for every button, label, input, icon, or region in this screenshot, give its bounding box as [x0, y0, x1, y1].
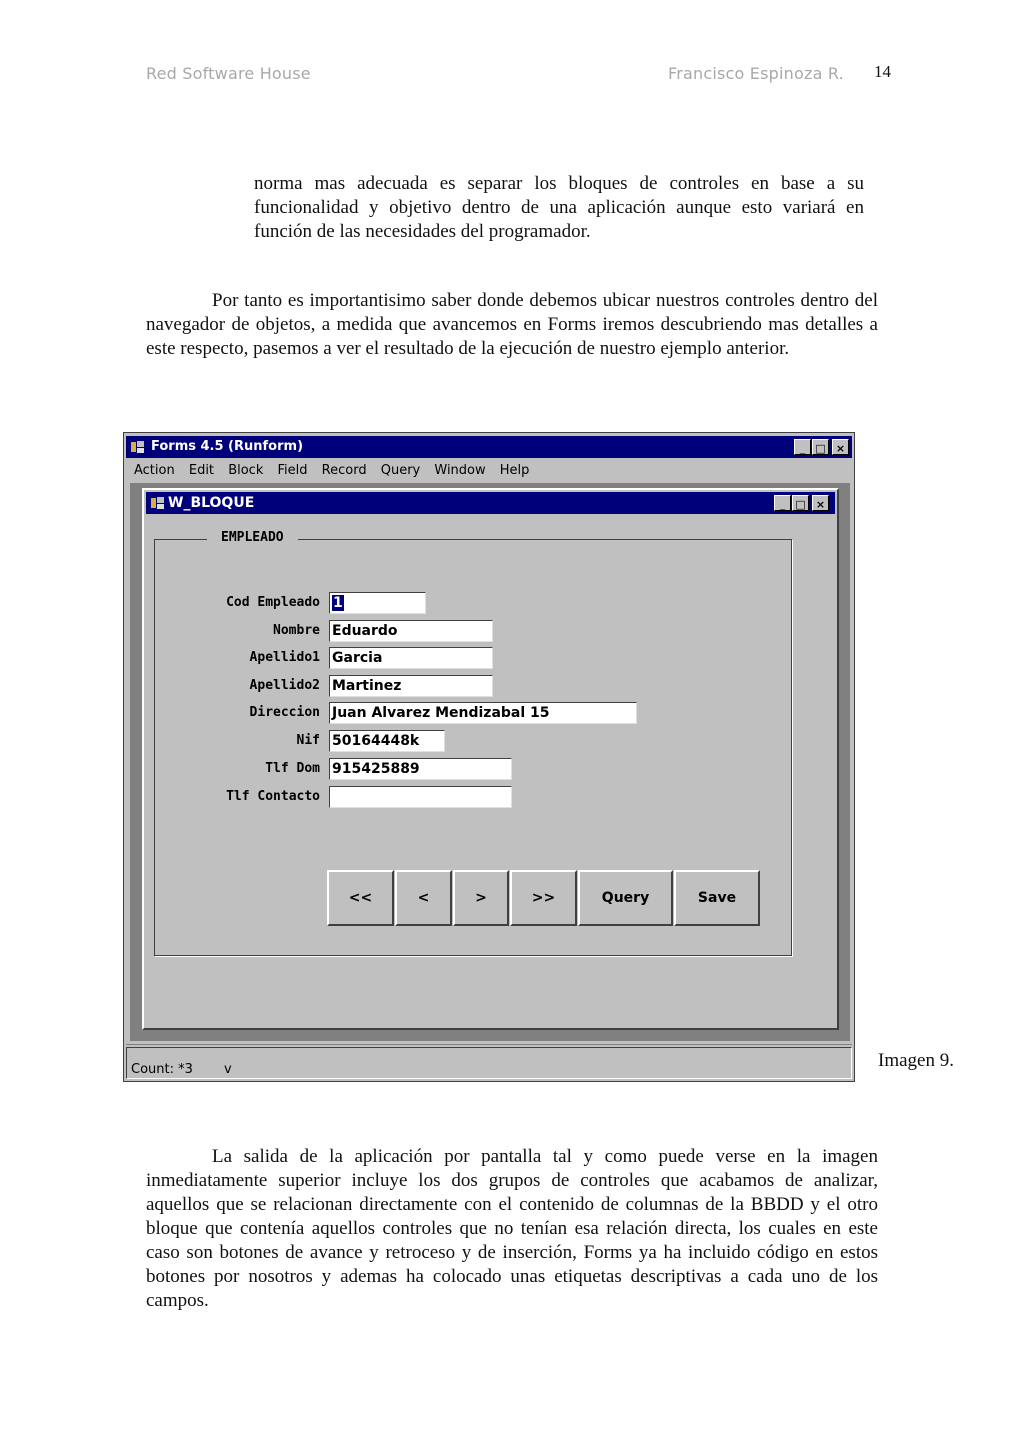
minimize-icon: _	[779, 498, 786, 511]
nombre-input[interactable]: Eduardo	[329, 620, 493, 642]
window-title: W_BLOQUE	[168, 495, 255, 511]
w-bloque-window	[142, 488, 839, 1030]
status-mode: v	[224, 1062, 232, 1077]
close-button[interactable]	[832, 439, 849, 455]
label-apellido2: Apellido2	[249, 678, 320, 693]
label-tlf-contacto: Tlf Contacto	[226, 789, 320, 804]
apellido2-input[interactable]: Martinez	[329, 675, 493, 697]
child-close-button[interactable]	[812, 495, 829, 511]
maximize-icon: □	[815, 442, 826, 455]
status-panel	[126, 1047, 852, 1079]
mdi-workspace	[130, 483, 850, 1041]
forms-window-icon	[150, 496, 165, 510]
cod-empleado-value: 1	[333, 595, 343, 611]
menu-record[interactable]: Record	[321, 463, 367, 478]
header-author: Francisco Espinoza R.	[668, 64, 844, 83]
child-minimize-button[interactable]	[774, 495, 791, 511]
figure-caption: Imagen 9.	[878, 1050, 954, 1071]
menu-field[interactable]: Field	[277, 463, 308, 478]
child-window-controls	[773, 495, 829, 511]
child-maximize-button[interactable]	[792, 495, 809, 511]
navigation-buttons	[327, 870, 761, 926]
record-count: Count: *3	[131, 1062, 193, 1077]
close-icon: ×	[815, 498, 826, 511]
empleado-group	[154, 530, 792, 956]
apellido1-input[interactable]: Garcia	[329, 647, 493, 669]
next-record-button[interactable]: >	[453, 870, 509, 926]
direccion-input[interactable]: Juan Alvarez Mendizabal 15	[329, 702, 637, 724]
last-record-button[interactable]: >>	[510, 870, 577, 926]
forms-screenshot	[123, 432, 855, 1082]
label-nombre: Nombre	[273, 623, 320, 638]
tlf-dom-input[interactable]: 915425889	[329, 758, 512, 780]
menu-help[interactable]: Help	[499, 463, 530, 478]
minimize-button[interactable]	[794, 439, 811, 455]
menu-action[interactable]: Action	[134, 463, 175, 478]
maximize-button[interactable]	[812, 439, 829, 455]
header-left: Red Software House	[146, 64, 311, 83]
previous-record-button[interactable]: <	[395, 870, 452, 926]
app-title: Forms 4.5 (Runform)	[151, 439, 304, 454]
label-nif: Nif	[296, 733, 320, 748]
menu-block[interactable]: Block	[228, 463, 264, 478]
group-title: EMPLEADO	[207, 530, 298, 545]
paragraph-2: Por tanto es importantisimo saber donde debemos ubicar nuestros controles dentro del navegador de objetos, a medida que avancemos en Forms iremos descubriendo mas detalles a este respecto, pasemos a ver el resultado de la ejecución de nuestro ejemplo anterior.	[146, 290, 878, 359]
nif-input[interactable]: 50164448k	[329, 730, 445, 752]
first-record-button[interactable]: <<	[327, 870, 394, 926]
maximize-icon: □	[795, 498, 806, 511]
forms-app-icon	[130, 440, 145, 454]
cod-empleado-input[interactable]	[329, 592, 426, 614]
label-tlf-dom: Tlf Dom	[265, 761, 320, 776]
minimize-icon: _	[799, 442, 806, 455]
paragraph-3: La salida de la aplicación por pantalla tal y como puede verse en la imagen inmediatamente superior incluye los dos grupos de controles que acabamos de analizar, aquellos que se relacionan directamente con el contenido de columnas de la BBDD y el otro bloque que contenía aquellos controles que no tenían esa relación directa, los cuales en este caso son botones de avance y retroceso y de inserción, Forms ya ha incluido código en estos botones por nosotros y ademas ha colocado unas etiquetas descriptivas a cada uno de los campos.	[146, 1146, 878, 1311]
paragraph-1: norma mas adecuada es separar los bloques de controles en base a su funcionalidad y objetivo dentro de una aplicación aunque esto variará en función de las necesidades del programador.	[254, 173, 864, 242]
menu-window[interactable]: Window	[434, 463, 486, 478]
label-direccion: Direccion	[249, 705, 320, 720]
close-icon: ×	[835, 442, 846, 455]
query-button[interactable]: Query	[578, 870, 673, 926]
child-titlebar	[146, 492, 835, 514]
tlf-contacto-input[interactable]	[329, 786, 512, 808]
status-bar	[126, 1044, 852, 1079]
field-labels	[155, 540, 320, 940]
label-cod-empleado: Cod Empleado	[226, 595, 320, 610]
menu-query[interactable]: Query	[380, 463, 421, 478]
menu-edit[interactable]: Edit	[188, 463, 215, 478]
app-titlebar	[126, 436, 852, 458]
app-window-controls	[793, 439, 849, 455]
menu-bar	[126, 460, 852, 482]
label-apellido1: Apellido1	[249, 650, 320, 665]
save-button[interactable]: Save	[674, 870, 760, 926]
page-number: 14	[874, 62, 891, 81]
